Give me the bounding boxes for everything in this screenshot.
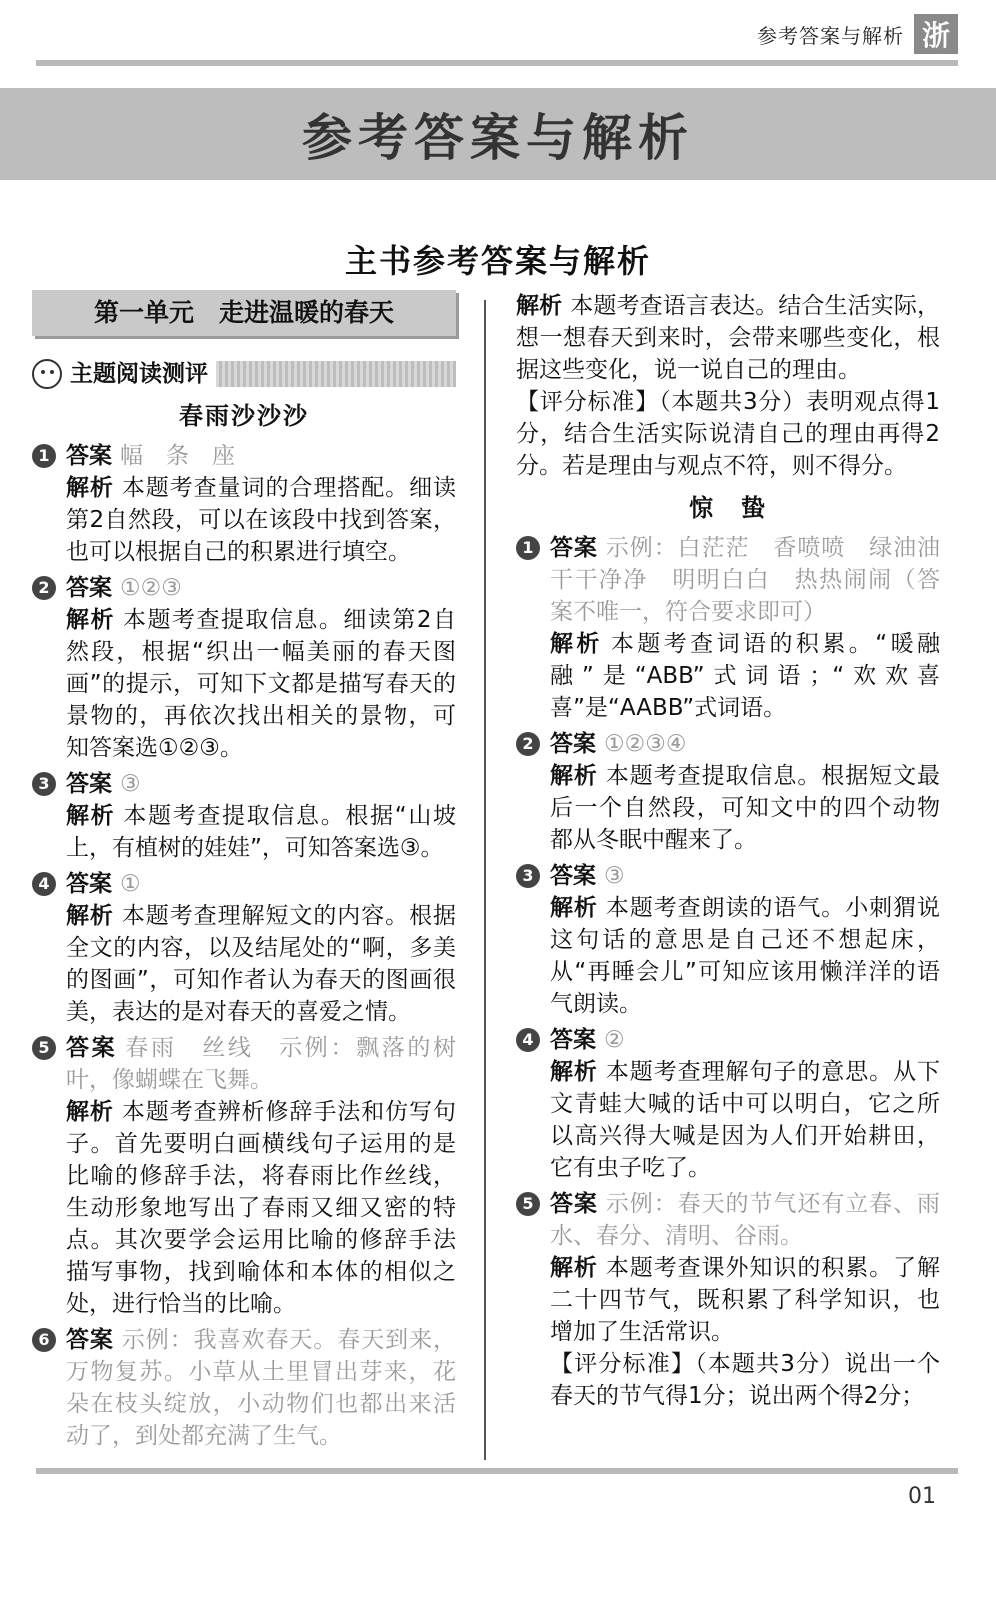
running-header [757, 14, 958, 54]
answer-text: 示例：白茫茫 香喷喷 绿油油 干干净净 明明白白 热热闹闹（答案不唯一，符合要求即可） [550, 535, 964, 625]
answer-text: ①②③④ [604, 731, 687, 757]
answer-item [32, 1324, 456, 1452]
answer-label: 答案 [66, 871, 112, 897]
answer-item [32, 572, 456, 764]
item-number: 2 [516, 732, 540, 756]
answer-item [32, 768, 456, 864]
answer-item [32, 1032, 456, 1320]
answer-item [32, 440, 456, 568]
analysis-text: 本题考查辨析修辞手法和仿写句子。首先要明白画横线句子运用的是比喻的修辞手法，将春雨比作丝线，生动形象地写出了春雨又细又密的特点。其次要学会运用比喻的修辞手法描写事物，找到喻体和本体的相似之处，进行恰当的比喻。 [66, 1099, 457, 1317]
chapter-banner [0, 88, 996, 180]
item-number: 5 [516, 1192, 540, 1216]
analysis-text: 本题考查语言表达。结合生活实际，想一想春天到来时，会带来哪些变化，根据这些变化，说一说自己的理由。 [516, 293, 941, 383]
analysis-text: 本题考查理解短文的内容。根据全文的内容，以及结尾处的“啊，多美的图画”，可知作者认为春天的图画很美，表达的是对春天的喜爱之情。 [66, 903, 457, 1025]
analysis-text: 本题考查理解句子的意思。从下文青蛙大喊的话中可以明白，它之所以高兴得大喊是因为人们开始耕田，它有虫子吃了。 [550, 1059, 941, 1181]
story-title: 惊 蛰 [689, 494, 767, 522]
section-decor-bar [216, 361, 456, 387]
answer-text: ③ [604, 863, 625, 889]
answer-label: 答案 [66, 1327, 114, 1353]
analysis-text: 本题考查提取信息。根据短文最后一个自然段，可知文中的四个动物都从冬眠中醒来了。 [550, 763, 941, 853]
item-number: 3 [516, 864, 540, 888]
answer-item [516, 532, 964, 724]
answer-item [516, 728, 940, 856]
answer-text: ①②③ [120, 575, 182, 601]
analysis-text: 本题考查词语的积累。“暖融融”是“ABB”式词语；“欢欢喜喜”是“AABB”式词语。 [550, 631, 941, 721]
answer-label: 答案 [66, 771, 112, 797]
analysis-label: 解析 [66, 803, 116, 829]
analysis-label: 解析 [550, 763, 598, 789]
answer-text: ② [604, 1027, 625, 1053]
item-number: 1 [516, 536, 540, 560]
item-number: 5 [32, 1036, 56, 1060]
answer-label: 答案 [550, 1191, 598, 1217]
answer-label: 答案 [66, 575, 112, 601]
analysis-label: 解析 [66, 475, 114, 501]
answer-label: 答案 [550, 731, 596, 757]
analysis-label: 解析 [516, 293, 563, 319]
left-column [32, 290, 456, 1456]
answer-item [516, 860, 940, 1020]
analysis-label: 解析 [550, 631, 603, 657]
answer-label: 答案 [550, 535, 598, 561]
answer-text: ① [120, 871, 141, 897]
item-number: 4 [32, 872, 56, 896]
item-number: 4 [516, 1028, 540, 1052]
answer-text: 示例：春天的节气还有立春、雨水、春分、清明、谷雨。 [550, 1191, 941, 1249]
page-number: 01 [908, 1484, 936, 1509]
analysis-text: 本题考查课外知识的积累。了解二十四节气，既积累了科学知识，也增加了生活常识。 [550, 1255, 941, 1345]
answer-label: 答案 [550, 863, 596, 889]
top-divider [36, 60, 958, 66]
item-number: 3 [32, 772, 56, 796]
item-number: 6 [32, 1328, 56, 1352]
section-heading [32, 358, 456, 390]
unit-heading: 第一单元 走进温暖的春天 [32, 290, 456, 336]
analysis-label: 解析 [550, 1255, 598, 1281]
province-badge: 浙 [914, 14, 958, 54]
scoring-standard: 【评分标准】（本题共3分）说出一个春天的节气得1分；说出两个得2分； [550, 1351, 940, 1409]
column-divider [484, 300, 486, 1460]
analysis-label: 解析 [66, 903, 114, 929]
answer-text: 幅 条 座 [120, 443, 235, 469]
answer-text: 春雨 丝线 示例：飘落的树叶，像蝴蝶在飞舞。 [66, 1035, 457, 1093]
bottom-divider [36, 1468, 958, 1474]
right-column [516, 290, 964, 1416]
answer-text: ③ [120, 771, 141, 797]
answer-item [516, 1188, 940, 1412]
analysis-label: 解析 [550, 895, 598, 921]
item-number: 1 [32, 444, 56, 468]
analysis-text: 本题考查提取信息。细读第2自然段，根据“织出一幅美丽的春天图画”的提示，可知下文都是描写春天的景物的，再依次找出相关的景物，可知答案选①②③。 [66, 607, 456, 761]
analysis-label: 解析 [66, 607, 115, 633]
chapter-title: 参考答案与解析 [302, 109, 694, 167]
analysis-text: 本题考查提取信息。根据“山坡上，有植树的娃娃”，可知答案选③。 [66, 803, 456, 861]
section-label: 主题阅读测评 [70, 361, 208, 387]
analysis-text: 本题考查量词的合理搭配。细读第2自然段，可以在该段中找到答案，也可以根据自己的积累进行填空。 [66, 475, 457, 565]
page-subtitle: 主书参考答案与解析 [344, 242, 651, 280]
answer-text: 示例：我喜欢春天。春天到来，万物复苏。小草从土里冒出芽来，花朵在枝头绽放，小动物们也都出来活动了，到处都充满了生气。 [66, 1327, 457, 1449]
analysis-label: 解析 [550, 1059, 598, 1085]
scoring-standard: 【评分标准】（本题共3分）表明观点得1分，结合生活实际说清自己的理由再得2分。若是理由与观点不符，则不得分。 [516, 389, 940, 479]
analysis-label: 解析 [66, 1099, 114, 1125]
running-header-title: 参考答案与解析 [757, 23, 904, 48]
item-number: 2 [32, 576, 56, 600]
answer-label: 答案 [66, 1035, 118, 1061]
answer-label: 答案 [66, 443, 112, 469]
owl-icon [32, 359, 62, 389]
answer-label: 答案 [550, 1027, 596, 1053]
story-title: 春雨沙沙沙 [179, 402, 309, 430]
answer-item [32, 868, 456, 1028]
analysis-text: 本题考查朗读的语气。小刺猬说这句话的意思是自己还不想起床，从“再睡会儿”可知应该用懒洋洋的语气朗读。 [550, 895, 941, 1017]
answer-item [516, 1024, 940, 1184]
